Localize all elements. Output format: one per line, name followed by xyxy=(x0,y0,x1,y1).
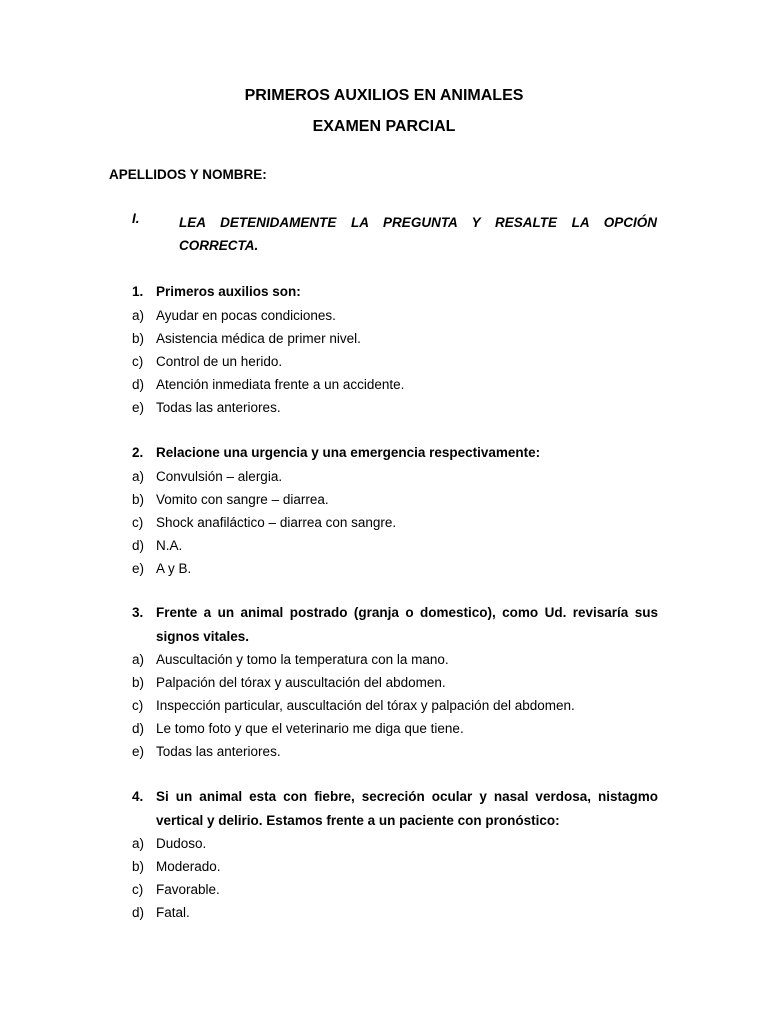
option-a[interactable] xyxy=(132,465,658,488)
option-b[interactable] xyxy=(132,855,658,878)
option-letter: c) xyxy=(132,698,144,713)
option-text: Vomito con sangre – diarrea. xyxy=(156,491,329,507)
option-letter: d) xyxy=(132,376,145,392)
option-letter: a) xyxy=(132,307,145,323)
option-d[interactable] xyxy=(132,373,658,396)
question-2 xyxy=(132,441,658,580)
option-text: A y B. xyxy=(156,560,192,576)
option-letter: b) xyxy=(132,491,145,507)
option-a[interactable] xyxy=(132,832,658,855)
option-letter: b) xyxy=(132,675,145,690)
option-letter: a) xyxy=(132,468,145,484)
option-letter: b) xyxy=(132,330,145,346)
option-text: Control de un herido. xyxy=(156,353,283,369)
option-letter: c) xyxy=(132,514,144,530)
option-text: Shock anafiláctico – diarrea con sangre. xyxy=(156,514,397,530)
document-title: PRIMEROS AUXILIOS EN ANIMALES xyxy=(244,87,524,104)
option-d[interactable] xyxy=(132,534,658,557)
option-letter: d) xyxy=(132,721,145,736)
question-number: 4. xyxy=(132,789,144,804)
option-e[interactable] xyxy=(132,740,658,763)
option-d[interactable] xyxy=(132,717,658,740)
question-1 xyxy=(132,280,658,419)
question-3 xyxy=(132,601,658,763)
question-header xyxy=(132,785,658,832)
name-field-label: APELLIDOS Y NOMBRE: xyxy=(109,167,267,182)
question-text: Relacione una urgencia y una emergencia respectivamente: xyxy=(156,445,541,460)
option-e[interactable] xyxy=(132,396,658,419)
option-text: Palpación del tórax y auscultación del abdomen. xyxy=(156,675,446,690)
option-e[interactable] xyxy=(132,557,658,580)
option-text: Le tomo foto y que el veterinario me diga que tiene. xyxy=(156,721,464,736)
option-text: Convulsión – alergia. xyxy=(156,468,283,484)
option-letter: b) xyxy=(132,859,145,874)
question-text: Primeros auxilios son: xyxy=(156,284,301,299)
question-header xyxy=(132,280,658,304)
option-c[interactable] xyxy=(132,511,658,534)
option-text: Todas las anteriores. xyxy=(156,744,281,759)
option-text: Moderado. xyxy=(156,859,221,874)
question-text: Frente a un animal postrado (granja o domestico), como Ud. revisaría sus signos vitales. xyxy=(156,605,658,644)
option-text: Fatal. xyxy=(156,905,190,920)
option-letter: a) xyxy=(132,836,145,851)
question-number: 2. xyxy=(132,445,144,460)
option-text: Atención inmediata frente a un accidente. xyxy=(156,376,405,392)
option-c[interactable] xyxy=(132,694,658,717)
option-text: Auscultación y tomo la temperatura con la mano. xyxy=(156,652,449,667)
question-4 xyxy=(132,785,658,924)
option-b[interactable] xyxy=(132,327,658,350)
option-text: Asistencia médica de primer nivel. xyxy=(156,330,361,346)
option-letter: e) xyxy=(132,399,145,415)
option-text: Inspección particular, auscultación del tórax y palpación del abdomen. xyxy=(156,698,575,713)
section-number: I. xyxy=(132,211,140,226)
option-d[interactable] xyxy=(132,901,658,924)
option-text: N.A. xyxy=(156,537,183,553)
question-text: Si un animal esta con fiebre, secreción ocular y nasal verdosa, nistagmo vertical y delirio. Estamos frente a un paciente con pronóstico: xyxy=(156,789,658,828)
option-text: Todas las anteriores. xyxy=(156,399,281,415)
option-a[interactable] xyxy=(132,304,658,327)
option-text: Ayudar en pocas condiciones. xyxy=(156,307,336,323)
option-c[interactable] xyxy=(132,878,658,901)
option-letter: c) xyxy=(132,882,144,897)
option-text: Dudoso. xyxy=(156,836,207,851)
section-instruction-text: LEA DETENIDAMENTE LA PREGUNTA Y RESALTE LA OPCIÓN CORRECTA. xyxy=(179,215,657,253)
option-letter: d) xyxy=(132,905,145,920)
option-b[interactable] xyxy=(132,671,658,694)
option-letter: a) xyxy=(132,652,145,667)
question-header xyxy=(132,601,658,648)
question-header xyxy=(132,441,658,465)
document-subtitle: EXAMEN PARCIAL xyxy=(312,118,456,135)
question-number: 1. xyxy=(132,284,144,299)
option-letter: e) xyxy=(132,560,145,576)
option-letter: d) xyxy=(132,537,145,553)
option-letter: c) xyxy=(132,353,144,369)
option-b[interactable] xyxy=(132,488,658,511)
option-text: Favorable. xyxy=(156,882,220,897)
option-c[interactable] xyxy=(132,350,658,373)
option-a[interactable] xyxy=(132,648,658,671)
option-letter: e) xyxy=(132,744,145,759)
question-number: 3. xyxy=(132,605,144,620)
